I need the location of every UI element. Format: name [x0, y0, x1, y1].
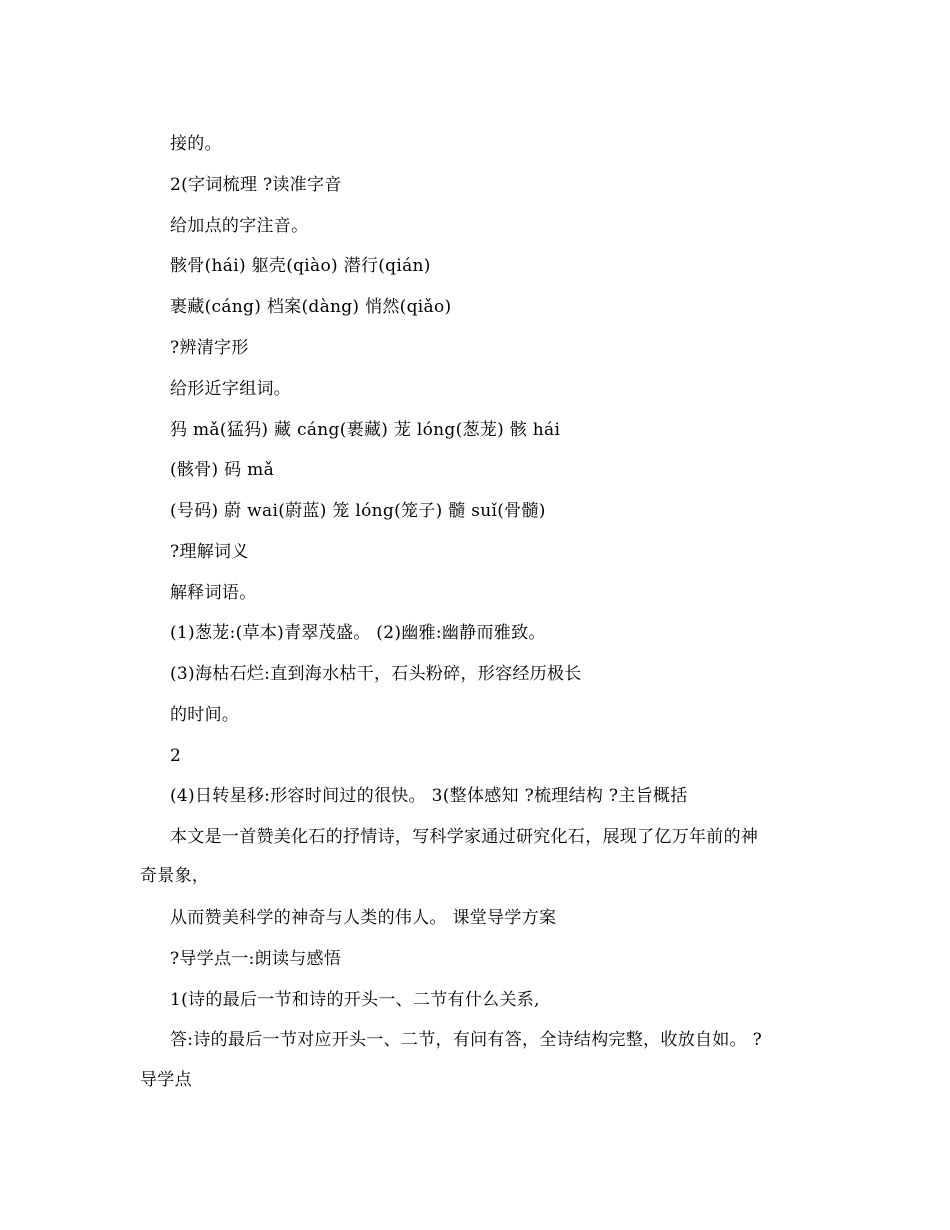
text-line: 给形近字组词。 — [170, 379, 292, 399]
subsection-heading: ?辨清字形 — [170, 338, 249, 358]
text-line: 给加点的字注音。 — [170, 216, 309, 236]
text-line: (号码) 蔚 wai(蔚蓝) 笼 lóng(笼子) 髓 suǐ(骨髓) — [170, 501, 546, 521]
text-line: 1(诗的最后一节和诗的开头一、二节有什么关系, — [170, 990, 540, 1010]
section-heading: 2(字词梳理 ?读准字音 — [170, 175, 342, 195]
text-line: 解释词语。 — [170, 583, 257, 603]
text-line: 接的。 — [170, 134, 222, 154]
text-line: 奇景象， — [140, 866, 210, 886]
text-line: 答:诗的最后一节对应开头一、二节，有问有答，全诗结构完整，收放自如。 ? — [170, 1030, 763, 1050]
text-line: 的时间。 — [170, 705, 240, 725]
text-line: 从而赞美科学的神奇与人类的伟人。 课堂导学方案 — [170, 908, 557, 928]
text-line: 导学点 — [140, 1070, 192, 1090]
text-line: 裹藏(cáng) 档案(dàng) 悄然(qiǎo) — [170, 297, 452, 317]
page-number: 2 — [170, 746, 182, 766]
subsection-heading: ?理解词义 — [170, 542, 249, 562]
text-line: 本文是一首赞美化石的抒情诗，写科学家通过研究化石，展现了亿万年前的神 — [170, 827, 759, 847]
text-line: 犸 mǎ(猛犸) 藏 cáng(裹藏) 茏 lóng(葱茏) 骸 hái — [170, 420, 561, 440]
text-line: (4)日转星移:形容时间过的很快。 3(整体感知 ?梳理结构 ?主旨概括 — [170, 786, 688, 806]
text-line: (3)海枯石烂:直到海水枯干，石头粉碎，形容经历极长 — [170, 664, 582, 684]
text-line: (骸骨) 码 mǎ — [170, 460, 275, 480]
subsection-heading: ?导学点一:朗读与感悟 — [170, 949, 342, 969]
text-line: (1)葱茏:(草本)青翠茂盛。 (2)幽雅:幽静而雅致。 — [170, 623, 546, 643]
text-line: 骸骨(hái) 躯壳(qiào) 潜行(qián) — [170, 256, 431, 276]
